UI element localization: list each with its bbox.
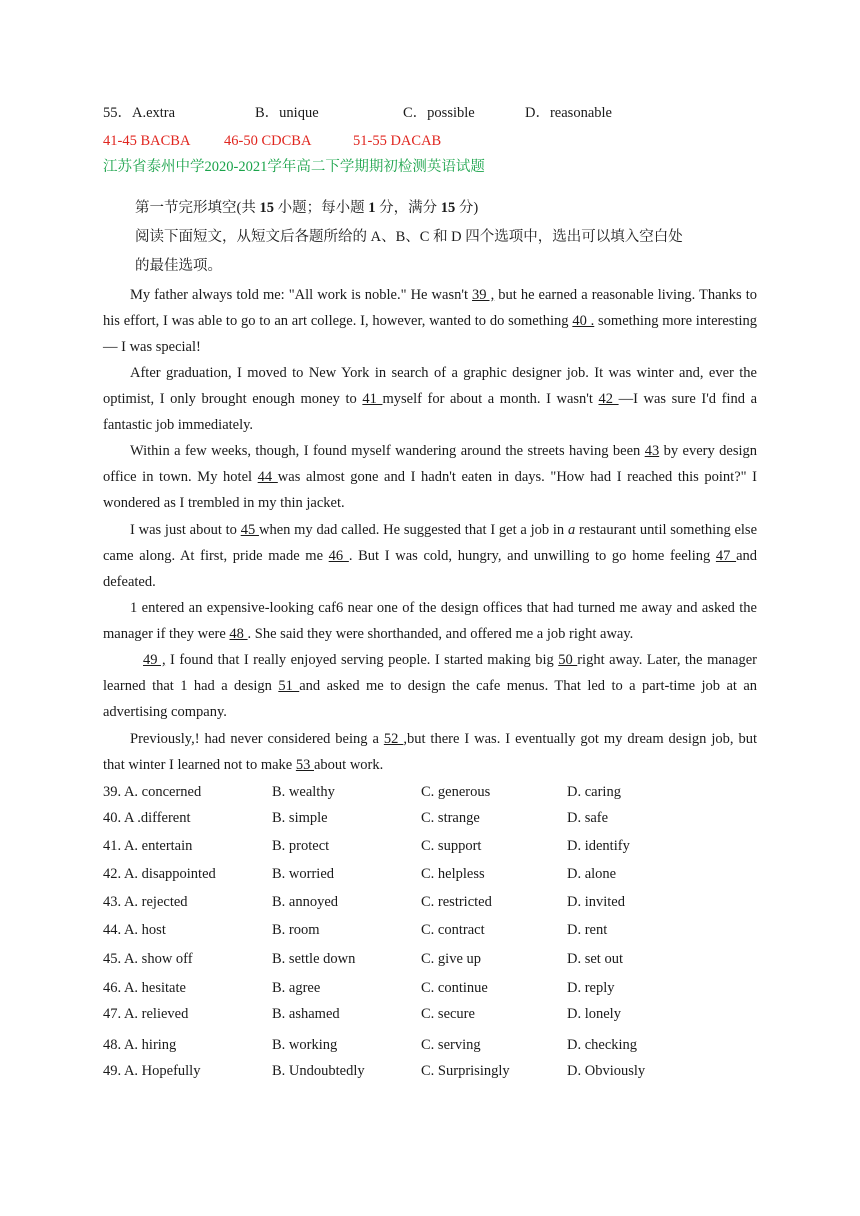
blank-47: 47 [715,548,737,564]
blank-43: 43 [644,443,660,459]
heading-text-4: 分) [455,200,479,216]
blank-50: 50 [558,652,578,668]
text: . She said they were shorthanded, and offered me a job right away. [247,626,634,642]
text: I found that I really enjoyed serving people. I started making big [165,652,559,668]
option-c: C. contract [421,922,485,938]
heading-text: 第一节完形填空(共 [135,200,260,216]
source-title: 江苏省泰州中学2020-2021学年高二下学期期初检测英语试题 [103,159,485,175]
option-c: C. strange [421,810,480,826]
text: Within a few weeks, though, I found myself wandering around the streets having been [130,443,645,459]
option-d: D. Obviously [567,1063,646,1079]
option-c: C. secure [421,1006,475,1022]
q55-option-c: C．possible [403,105,475,121]
option-a: 49. A. Hopefully [103,1063,201,1079]
option-c: C. serving [421,1037,481,1053]
option-b: B. room [272,922,320,938]
q55-option-b: B．unique [255,105,319,121]
text: My father always told me: "All work is noble." He wasn't [130,287,473,303]
option-b: B. simple [272,810,328,826]
option-a: 40. A .different [103,810,191,826]
passage-paragraph-7 [103,726,757,778]
passage-paragraph-2 [103,360,757,438]
blank-41: 41 [362,391,383,407]
option-d: D. reply [567,980,615,996]
option-d: D. safe [567,810,609,826]
option-c: C. helpless [421,866,485,882]
blank-53: 53 [295,757,314,773]
q55-option-d: D．reasonable [525,105,612,121]
passage-paragraph-6 [103,647,757,725]
option-b: B. ashamed [272,1006,340,1022]
passage-paragraph-3 [103,438,757,516]
blank-51: 51 [278,678,300,694]
heading-text-2: 小题；每小题 [273,200,369,216]
text: Previously,! had never considered being a [130,731,384,747]
italic-a: a [567,522,576,538]
text: something more interesting — I was special! [103,313,758,355]
option-a: 45. A. show off [103,951,193,967]
option-a: 43. A. rejected [103,894,188,910]
option-b: B. wealthy [272,784,335,800]
passage-paragraph-4 [103,517,757,595]
option-a: 47. A. relieved [103,1006,189,1022]
option-d: D. lonely [567,1006,621,1022]
answer-key-41-45: 41-45 BACBA [103,133,191,149]
option-d: D. alone [567,866,617,882]
text: myself for about a month. I wasn't [382,391,599,407]
option-c: C. continue [421,980,488,996]
text: was almost gone and I hadn't eaten in days. "How had I reached this point?" I wondered as I trembled in my thin jacket. [103,469,757,511]
text: by every design office in town. My hotel [103,443,758,485]
instruction-line-1: 阅读下面短文，从短文后各题所给的 A、B、C 和 D 四个选项中，选出可以填入空白处 [135,229,683,245]
option-c: C. give up [421,951,482,967]
blank-52: 52 [383,731,404,747]
heading-points: 1 [368,200,376,216]
option-d: D. identify [567,838,630,854]
option-c: C. generous [421,784,491,800]
blank-46: 46 [328,548,349,564]
option-b: B. agree [272,980,321,996]
option-a: 44. A. host [103,922,166,938]
option-b: B. working [272,1037,338,1053]
passage-paragraph-1 [103,282,757,360]
text: I was just about to [130,522,241,538]
blank-39: 39 , [472,287,495,303]
text: ,but there I was. I eventually got my dream design job, but that winter I learned not to make [103,731,758,773]
text: and defeated. [103,548,758,590]
text: about work. [314,757,384,773]
option-b: B. worried [272,866,335,882]
q55-option-a: 55．A.extra [103,105,176,121]
text: After graduation, I moved to New York in search of a graphic designer job. It was winter and, ever the optimist, I only brought enough money to [103,365,757,407]
option-d: D. invited [567,894,625,910]
answer-key-51-55: 51-55 DACAB [353,133,442,149]
option-c: C. support [421,838,482,854]
blank-44: 44 [257,469,278,485]
option-a: 39. A. concerned [103,784,202,800]
blank-48: 48 [229,626,248,642]
option-b: B. annoyed [272,894,339,910]
option-a: 41. A. entertain [103,838,193,854]
option-b: B. settle down [272,951,356,967]
option-b: B. protect [272,838,330,854]
option-a: 42. A. disappointed [103,866,216,882]
text: and asked me to design the cafe menus. That led to a part-time job at an advertising company. [103,678,757,720]
text: 1 entered an expensive-looking caf6 near one of the design offices that had turned me away and asked the manager if they were [103,600,757,642]
heading-text-3: 分，满分 [375,200,441,216]
instruction-line-2: 的最佳选项。 [135,258,222,274]
text: restaurant until something else came along. At first, pride made me [103,522,758,564]
option-b: B. Undoubtedly [272,1063,365,1079]
option-c: C. restricted [421,894,492,910]
option-a: 48. A. hiring [103,1037,177,1053]
text: —I was sure I'd find a fantastic job immediately. [103,391,758,433]
text: when my dad called. He suggested that I get a job in [258,522,568,538]
heading-total: 15 [440,200,456,216]
option-d: D. rent [567,922,608,938]
text: but he earned a reasonable living. Thanks to his effort, I was able to go to an art college. I, however, wanted to do something [103,287,757,329]
heading-count: 15 [259,200,274,216]
text: . But I was cold, hungry, and unwilling to go home feeling [348,548,716,564]
option-d: D. caring [567,784,621,800]
option-c: C. Surprisingly [421,1063,510,1079]
blank-40: 40 . [572,313,595,329]
option-d: D. checking [567,1037,638,1053]
blank-42: 42 [598,391,619,407]
option-a: 46. A. hesitate [103,980,186,996]
blank-45: 45 [240,522,259,538]
text: right away. Later, the manager learned that 1 had a design [103,652,758,694]
blank-49: 49 , [143,652,166,668]
passage-paragraph-5 [103,595,757,647]
option-d: D. set out [567,951,623,967]
section-heading [135,199,478,217]
answer-key-46-50: 46-50 CDCBA [224,133,312,149]
